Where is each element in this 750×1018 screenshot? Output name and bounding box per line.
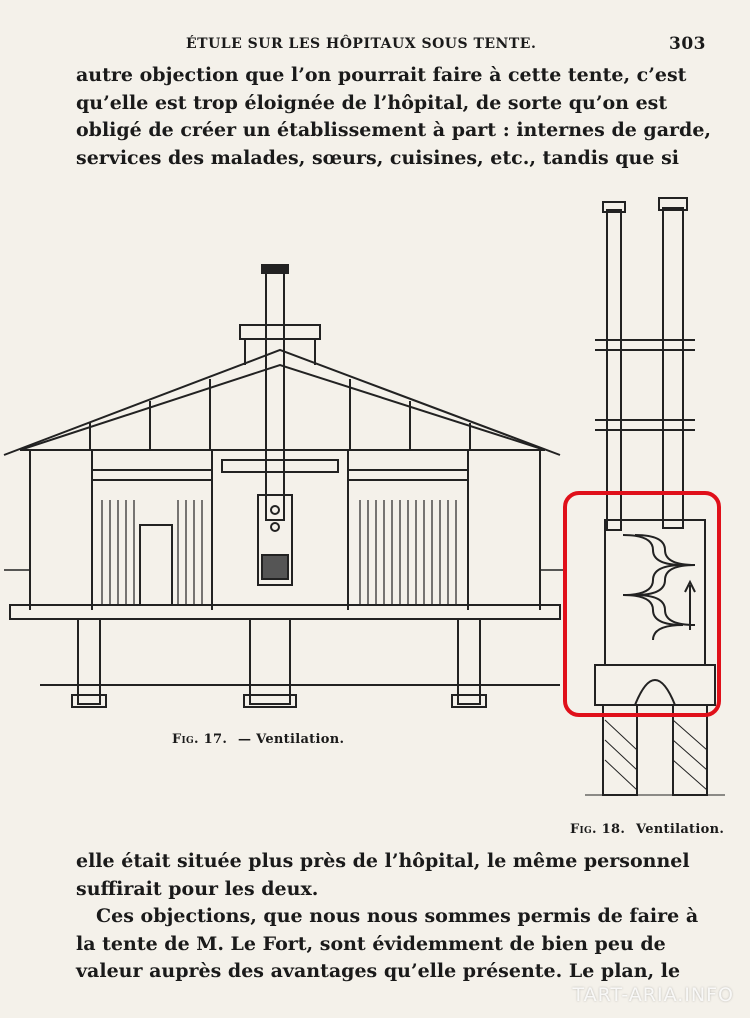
page-number: 303 [669,34,706,54]
fig18-number: Fig. 18. [570,822,626,837]
page-header [186,36,706,58]
watermark-logo: TART-ARIA.INFO [572,984,734,1006]
fig18-caption [570,822,724,837]
fig17-caption [172,732,344,747]
text-line: valeur auprès des avantages qu’elle présente. Le plan, le [76,960,681,982]
running-title: ÉTULE SUR LES HÔPITAUX SOUS TENTE. [186,36,537,52]
paragraph-top [76,62,712,172]
paragraph-bottom [76,848,699,986]
text-line: la tente de M. Le Fort, sont évidemment de bien peu de [76,932,666,955]
text-line: obligé de créer un établissement à part : internes de garde, [76,119,712,141]
fig17-tent-section-illustration [0,255,580,725]
fig18-title: Ventilation. [636,822,725,837]
text-line: qu’elle est trop éloignée de l’hôpital, de sorte qu’on est [76,91,668,114]
text-line: suffirait pour les deux. [76,877,319,900]
text-line: autre objection que l’on pourrait faire à cette tente, c’est [76,64,687,86]
text-line: services des malades, sœurs, cuisines, etc., tandis que si [76,146,679,169]
text-line: elle était située plus près de l’hôpital, le même personnel [76,850,690,872]
fig17-title: — Ventilation. [238,732,345,747]
text-line: Ces objections, que nous nous sommes permis de faire à [96,905,699,927]
fig17-number: Fig. 17. [172,732,228,747]
highlight-box [563,491,721,717]
